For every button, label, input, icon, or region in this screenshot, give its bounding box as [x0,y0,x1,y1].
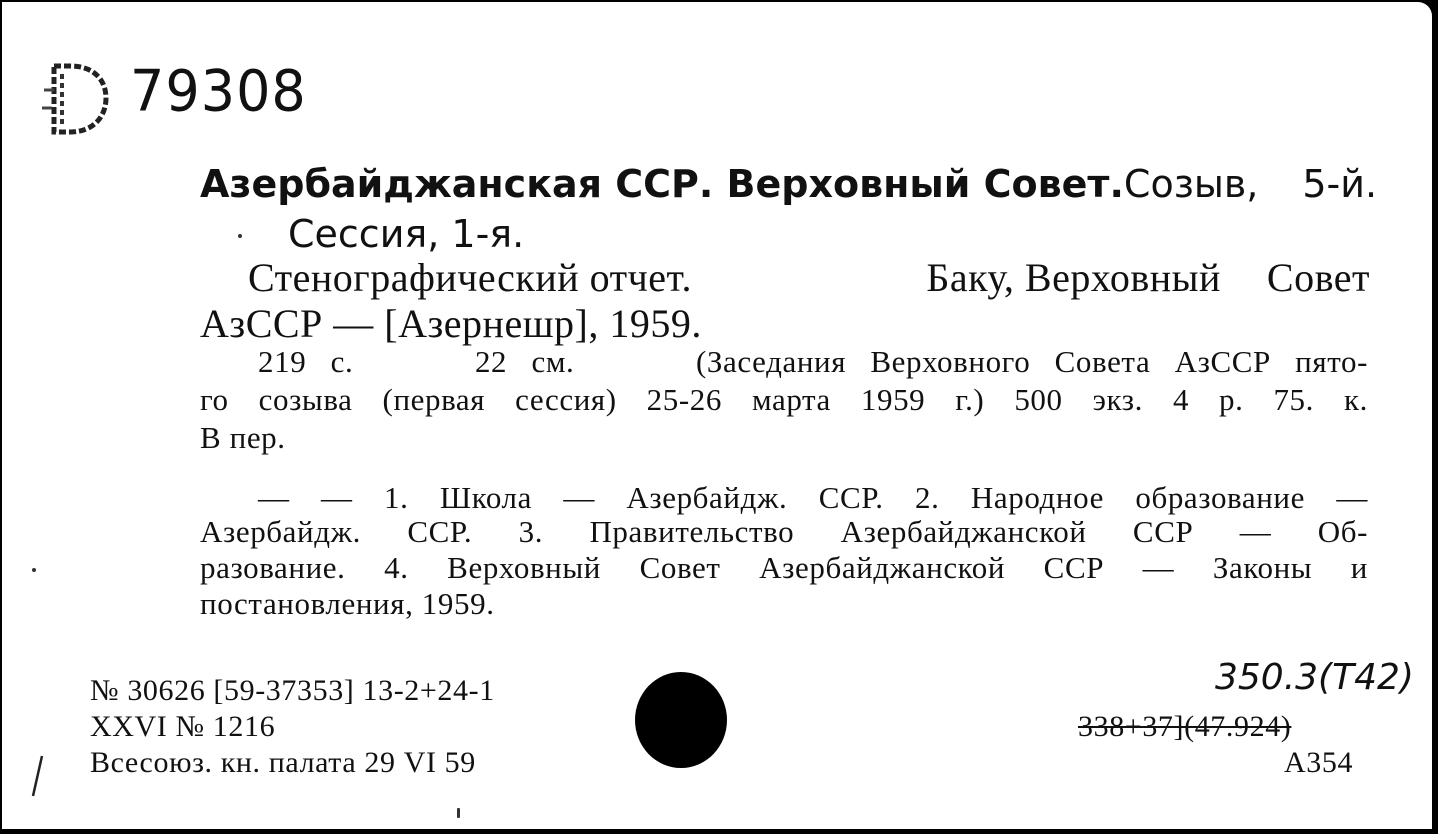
chamber-line: Всесоюз. кн. палата 29 VI 59 [90,746,476,779]
heading-line [200,162,1378,206]
volume-line: XXVI № 1216 [90,710,276,743]
registration-line: № 30626 [59-37353] 13-2+24-1 [90,674,495,707]
library-stamp-icon [40,60,110,136]
report-place: Баку, Верховный [926,255,1221,300]
report-publisher: Совет [1266,255,1370,300]
session-line: Сессия, 1-я. [288,212,525,256]
subject-line-3: разование. 4. Верховный Совет Азербайджанской ССР — Законы и [200,550,1368,585]
punch-hole [635,672,727,768]
imprint-line: АзССР — [Азернешр], 1959. [200,301,702,346]
shelf-mark: А354 [1284,746,1354,779]
pencil-mark [30,754,44,798]
report-line [248,254,1370,301]
speck [457,808,460,818]
catalog-number: 79308 [130,58,307,125]
struck-classification: 338+37](47.924) [1078,710,1292,743]
subject-line-4: постановления, 1959. [200,586,495,621]
heading-title: Азербайджанская ССР. Верховный Совет. [200,162,1124,206]
heading-convocation: Созыв, [1123,162,1259,206]
subject-line-1: — — 1. Школа — Азербайдж. ССР. 2. Народное образование — [258,480,1368,515]
description-line-1: 219 с. 22 см. (Заседания Верховного Совета АзССР пято- [258,344,1368,379]
report-type: Стенографический отчет. [248,255,692,300]
subject-line-2: Азербайдж. ССР. 3. Правительство Азербайджанской ССР — Об- [200,514,1368,549]
speck [32,568,36,572]
heading-convocation-number: 5-й. [1302,162,1378,206]
description-line-3: В пер. [200,420,286,455]
catalog-card [2,2,1432,829]
speck [238,234,242,238]
handwritten-classification: 350.3(Т42) [1215,657,1414,698]
description-line-2: го созыва (первая сессия) 25-26 марта 1959 г.) 500 экз. 4 р. 75. к. [200,382,1368,417]
